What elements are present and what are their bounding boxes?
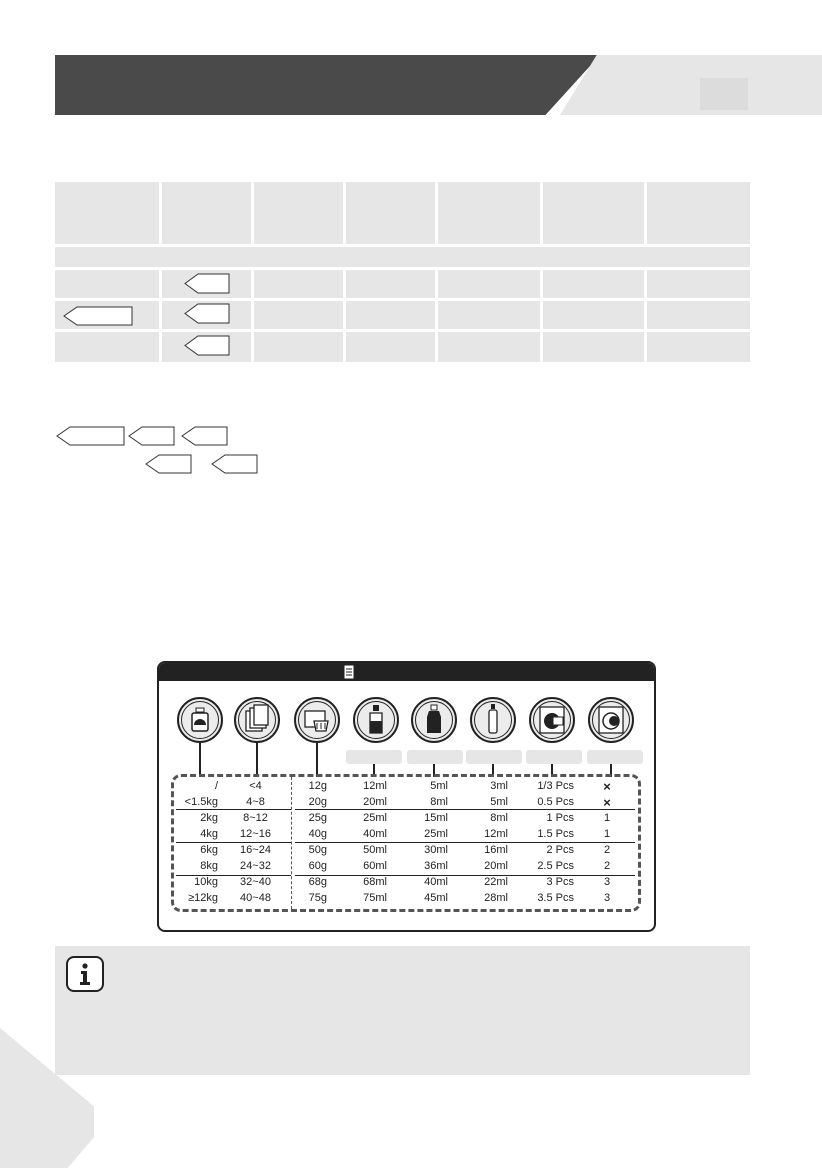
dosing-panel-header bbox=[159, 663, 654, 681]
arrow-label-tag bbox=[211, 454, 259, 474]
table-cell bbox=[543, 332, 644, 362]
table-cell: 75g bbox=[308, 892, 327, 904]
spray-bottle-icon bbox=[470, 697, 516, 743]
table-cell: 32~40 bbox=[240, 876, 271, 888]
label-placeholder bbox=[526, 750, 582, 764]
table-cell: 3.5 Pcs bbox=[537, 892, 574, 904]
table-cell: 45ml bbox=[424, 892, 448, 904]
table-header-cell bbox=[346, 182, 435, 244]
label-placeholder bbox=[466, 750, 522, 764]
scale-icon bbox=[177, 697, 223, 743]
table-cell: 15ml bbox=[424, 812, 448, 824]
table-header-cell bbox=[254, 182, 343, 244]
table-cell bbox=[647, 270, 750, 298]
info-panel bbox=[55, 946, 750, 1075]
table-cell: 8ml bbox=[430, 796, 448, 808]
table-cell: 36ml bbox=[424, 860, 448, 872]
table-cell: 3 Pcs bbox=[546, 876, 574, 888]
table-cell: 5ml bbox=[490, 796, 508, 808]
table-cell: 40~48 bbox=[240, 892, 271, 904]
table-cell: 0.5 Pcs bbox=[537, 796, 574, 808]
arrow-label-tag bbox=[145, 454, 193, 474]
arrow-label-tag bbox=[63, 306, 133, 326]
clothes-icon bbox=[234, 697, 280, 743]
table-cell: 50ml bbox=[363, 844, 387, 856]
table-cell: 3ml bbox=[490, 780, 508, 792]
table-cell: 12ml bbox=[484, 828, 508, 840]
softener-bottle-icon bbox=[411, 697, 457, 743]
table-cell bbox=[438, 332, 540, 362]
table-header-cell bbox=[438, 182, 540, 244]
table-cell: 68g bbox=[308, 876, 327, 888]
table-cell bbox=[254, 332, 343, 362]
table-cell: × bbox=[603, 794, 611, 810]
table-row bbox=[176, 826, 636, 842]
table-cell: 24~32 bbox=[240, 860, 271, 872]
table-row bbox=[176, 778, 636, 794]
table-header-cell bbox=[55, 182, 159, 244]
table-cell: × bbox=[603, 778, 611, 794]
table-cell: 22ml bbox=[484, 876, 508, 888]
table-row bbox=[176, 794, 636, 810]
table-cell bbox=[438, 301, 540, 329]
table-cell: 6kg bbox=[200, 844, 218, 856]
table-cell bbox=[346, 270, 435, 298]
liquid-detergent-icon bbox=[353, 697, 399, 743]
table-cell bbox=[543, 270, 644, 298]
tablet-in-drum-icon bbox=[588, 697, 634, 743]
table-row bbox=[176, 874, 636, 890]
connector-line bbox=[316, 743, 318, 777]
table-cell: 20ml bbox=[484, 860, 508, 872]
table-cell: 30ml bbox=[424, 844, 448, 856]
table-cell: 3 bbox=[603, 892, 611, 904]
label-placeholder bbox=[587, 750, 643, 764]
table-header-cell bbox=[647, 182, 750, 244]
arrow-label-tag bbox=[181, 426, 229, 446]
program-table bbox=[55, 182, 750, 362]
table-row bbox=[176, 810, 636, 826]
arrow-label-tag bbox=[184, 273, 230, 294]
table-span-row bbox=[55, 247, 750, 267]
pod-in-drum-icon bbox=[529, 697, 575, 743]
table-cell: 60ml bbox=[363, 860, 387, 872]
table-row bbox=[176, 890, 636, 906]
table-cell bbox=[254, 301, 343, 329]
table-cell: 8kg bbox=[200, 860, 218, 872]
arrow-label-tag bbox=[184, 303, 230, 324]
table-cell: 25g bbox=[308, 812, 327, 824]
table-cell: 8ml bbox=[490, 812, 508, 824]
table-cell: / bbox=[214, 780, 218, 792]
table-cell: 10kg bbox=[194, 876, 218, 888]
table-row bbox=[176, 858, 636, 874]
table-cell: 12~16 bbox=[240, 828, 271, 840]
document-icon bbox=[342, 664, 356, 680]
header-tab-box bbox=[700, 78, 748, 110]
table-cell bbox=[543, 301, 644, 329]
table-cell: 20g bbox=[308, 796, 327, 808]
table-cell: 2 Pcs bbox=[546, 844, 574, 856]
table-cell: 1 bbox=[603, 812, 611, 824]
table-cell bbox=[647, 301, 750, 329]
header-bar bbox=[55, 55, 600, 115]
table-row bbox=[176, 842, 636, 858]
table-cell: 1.5 Pcs bbox=[537, 828, 574, 840]
table-cell bbox=[438, 270, 540, 298]
table-header-cell bbox=[162, 182, 251, 244]
table-cell: <4 bbox=[249, 780, 262, 792]
table-cell: 40ml bbox=[363, 828, 387, 840]
powder-basket-icon bbox=[294, 697, 340, 743]
table-cell: 2kg bbox=[200, 812, 218, 824]
table-cell: 1/3 Pcs bbox=[537, 780, 574, 792]
table-cell: 40ml bbox=[424, 876, 448, 888]
table-cell: 75ml bbox=[363, 892, 387, 904]
table-cell bbox=[55, 270, 159, 298]
arrow-label-tag bbox=[184, 335, 230, 356]
table-cell: <1.5kg bbox=[184, 796, 218, 808]
table-cell: 3 bbox=[603, 876, 611, 888]
connector-line bbox=[199, 743, 201, 777]
arrow-label-tag bbox=[56, 426, 126, 446]
table-cell: 60g bbox=[308, 860, 327, 872]
table-cell bbox=[346, 332, 435, 362]
table-cell: ≥12kg bbox=[188, 892, 218, 904]
table-cell bbox=[55, 332, 159, 362]
info-icon bbox=[66, 956, 104, 992]
table-cell: 1 bbox=[603, 828, 611, 840]
table-cell: 2 bbox=[603, 860, 611, 872]
table-cell: 25ml bbox=[424, 828, 448, 840]
table-cell: 16~24 bbox=[240, 844, 271, 856]
table-cell: 5ml bbox=[430, 780, 448, 792]
table-cell: 25ml bbox=[363, 812, 387, 824]
table-cell: 20ml bbox=[363, 796, 387, 808]
table-cell: 4~8 bbox=[246, 796, 265, 808]
table-cell: 2.5 Pcs bbox=[537, 860, 574, 872]
table-cell: 1 Pcs bbox=[546, 812, 574, 824]
table-cell: 12g bbox=[308, 780, 327, 792]
table-cell: 68ml bbox=[363, 876, 387, 888]
connector-line bbox=[256, 743, 258, 777]
table-cell: 12ml bbox=[363, 780, 387, 792]
label-placeholder bbox=[346, 750, 402, 764]
table-cell: 8~12 bbox=[243, 812, 268, 824]
label-placeholder bbox=[407, 750, 463, 764]
table-cell: 2 bbox=[603, 844, 611, 856]
table-cell bbox=[346, 301, 435, 329]
table-cell: 28ml bbox=[484, 892, 508, 904]
table-cell bbox=[254, 270, 343, 298]
table-cell: 50g bbox=[308, 844, 327, 856]
table-cell: 4kg bbox=[200, 828, 218, 840]
table-header-cell bbox=[543, 182, 644, 244]
table-cell: 16ml bbox=[484, 844, 508, 856]
dosing-values-table bbox=[176, 778, 636, 906]
table-cell: 40g bbox=[308, 828, 327, 840]
table-cell bbox=[647, 332, 750, 362]
arrow-label-tag bbox=[128, 426, 176, 446]
header-tab bbox=[560, 55, 822, 115]
dosing-values bbox=[176, 778, 636, 906]
